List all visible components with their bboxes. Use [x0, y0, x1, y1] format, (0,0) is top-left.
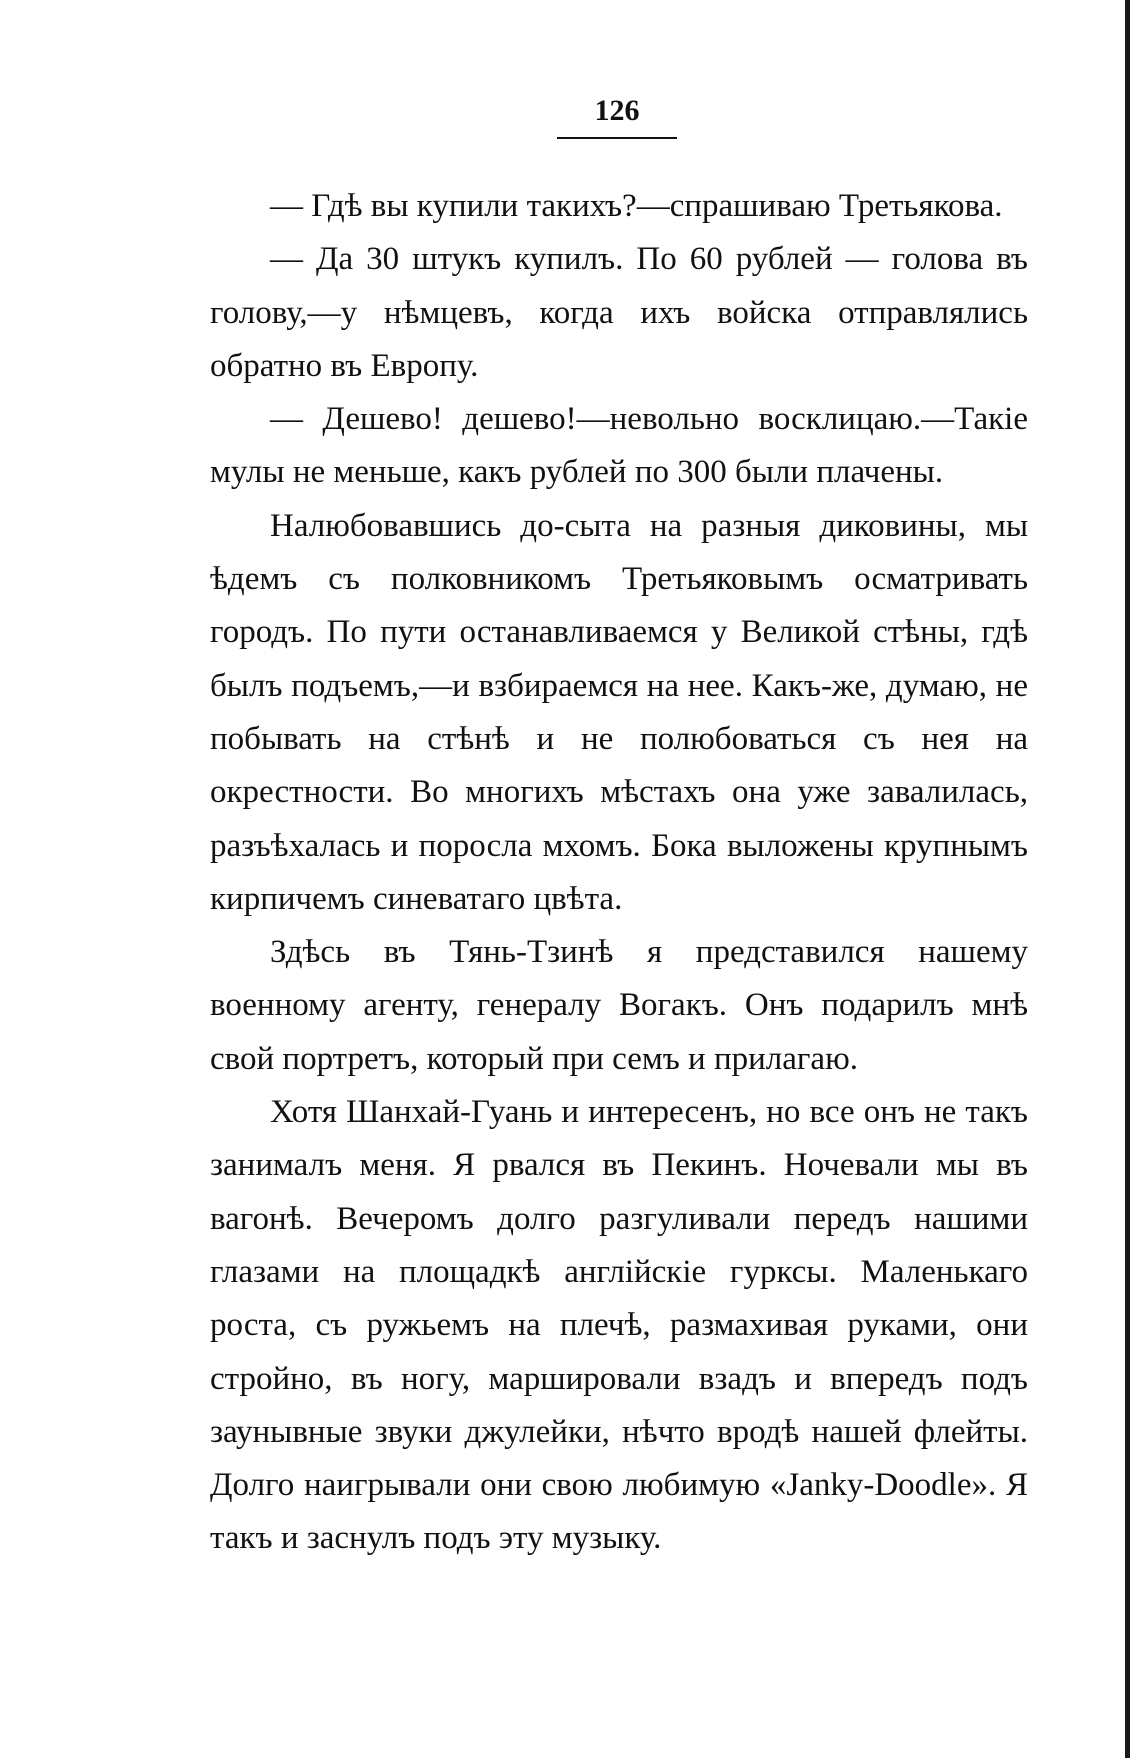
- page-edge-shadow: [1125, 0, 1130, 1758]
- paragraph: Здѣсь въ Тянь-Тзинѣ я представился нашему военному агенту, генералу Вогакъ. Онъ подарилъ мнѣ свой портретъ, который при семъ и прилагаю.: [210, 934, 1028, 1077]
- body-text: [210, 180, 1028, 1566]
- paragraph: — Да 30 штукъ купилъ. По 60 рублей — голова въ голову,—у нѣмцевъ, когда ихъ войска отправлялись обратно въ Европу.: [210, 241, 1028, 384]
- paragraph: Хотя Шанхай-Гуань и интересенъ, но все онъ не такъ занималъ меня. Я рвался въ Пекинъ. Ночевали мы въ вагонѣ. Вечеромъ долго разгуливали передъ нашими глазами на площадкѣ англійскіе гурксы. Маленькаго роста, съ ружьемъ на плечѣ, размахивая руками, они стройно, въ ногу, маршировали взадъ и впередъ подъ заунывные звуки джулейки, нѣчто вродѣ нашей флейты. Долго наигрывали они свою любимую «Janky-Doodle». Я такъ и заснулъ подъ эту музыку.: [210, 1094, 1028, 1557]
- page-number-rule: [557, 137, 677, 139]
- paragraph: — Гдѣ вы купили такихъ?—спрашиваю Третьякова.: [270, 188, 1003, 224]
- paragraph: — Дешево! дешево!—невольно восклицаю.—Такіе мулы не меньше, какъ рублей по 300 были плачены.: [210, 401, 1028, 491]
- page-number: 126: [594, 94, 640, 127]
- paragraph: Налюбовавшись до-сыта на разныя диковины, мы ѣдемъ съ полковникомъ Третьяковымъ осматривать городъ. По пути останавливаемся у Великой стѣны, гдѣ былъ подъемъ,—и взбираемся на нее. Какъ-же, думаю, не побывать на стѣнѣ и не полюбоваться съ нея на окрестности. Во многихъ мѣстахъ она уже завалилась, разъѣхалась и поросла мхомъ. Бока выложены крупнымъ кирпичемъ синеватаго цвѣта.: [210, 507, 1028, 917]
